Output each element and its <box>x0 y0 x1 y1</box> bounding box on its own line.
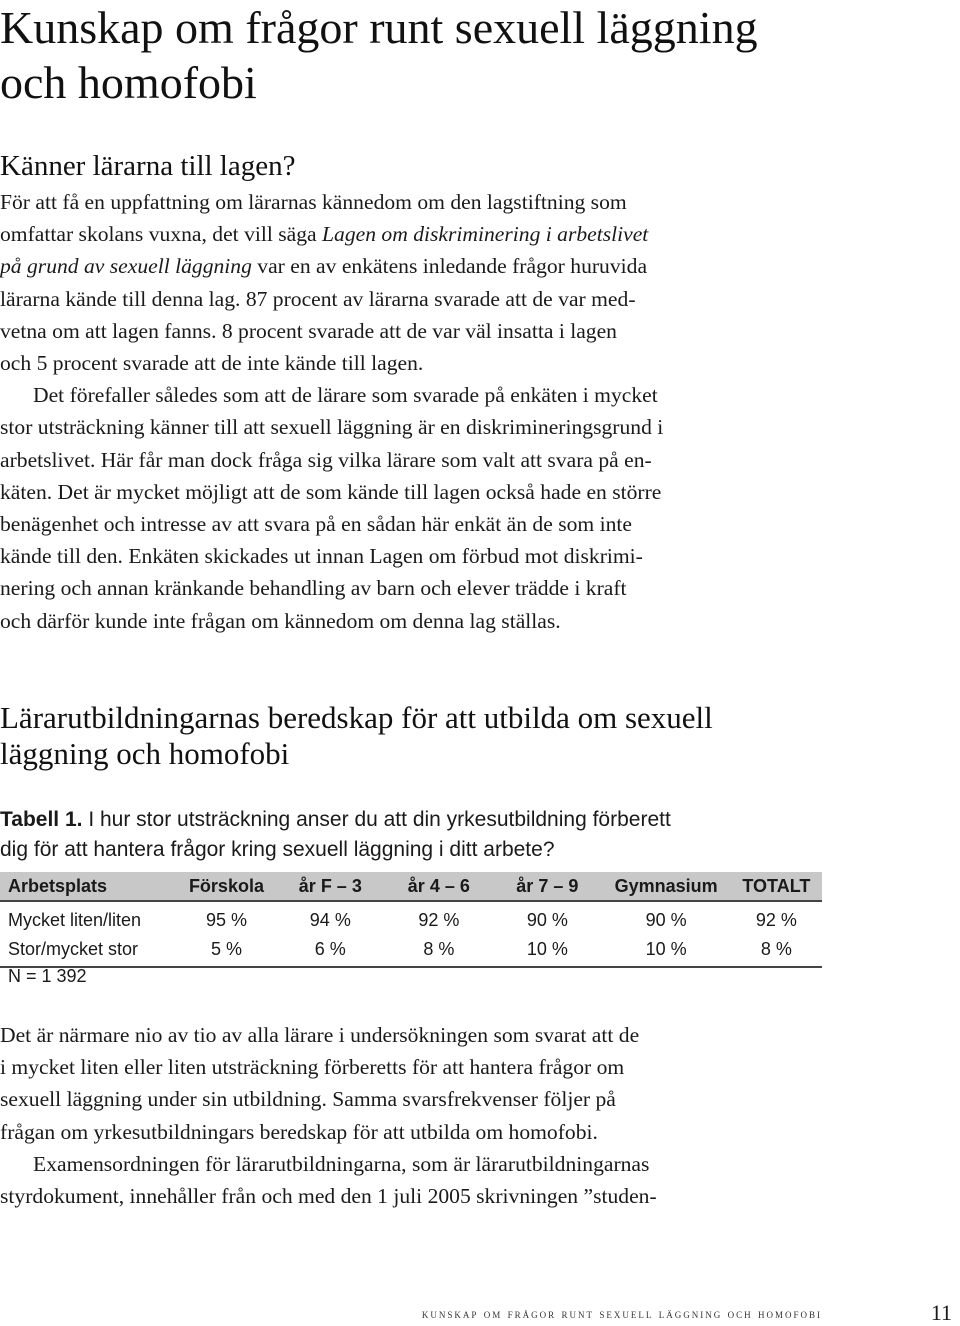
header-cell: år F – 3 <box>276 872 385 901</box>
section-heading-line-1: Lärarutbildningarnas beredskap för att utbilda om sexuell <box>0 700 713 735</box>
header-cell: Arbetsplats <box>0 872 177 901</box>
body-line <box>0 379 822 411</box>
chapter-title-line-1: Kunskap om frågor runt sexuell läggning <box>0 2 758 53</box>
survey-table <box>0 872 822 968</box>
table-cell: 10 % <box>493 935 602 967</box>
table-cell: 94 % <box>309 910 351 930</box>
body-line: styrdokument, innehåller från och med den 1 juli 2005 skrivningen ”studen- <box>0 1184 657 1209</box>
section1-body <box>0 186 822 637</box>
body-line: För att få en uppfattning om lärarnas kännedom om den lagstiftning som <box>0 190 627 214</box>
body-line <box>0 250 822 282</box>
section2-body <box>0 1019 822 1212</box>
table-cell: 90 % <box>645 910 687 930</box>
table-caption-text: I hur stor utsträckning anser du att din yrkesutbildning förberett <box>82 808 671 831</box>
table-cell: 10 % <box>602 935 731 967</box>
table-wrapper <box>0 872 822 968</box>
header-cell: år 4 – 6 <box>385 872 494 901</box>
table-row <box>0 901 822 935</box>
running-footer-title: kunskap om frågor runt sexuell läggning och homofobi <box>421 1306 822 1321</box>
law-title: Lagen om diskriminering i arbetslivet <box>322 222 649 247</box>
header-cell: TOTALT <box>731 872 822 901</box>
header-cell: Gymnasium <box>602 872 731 901</box>
table-cell: 8 % <box>385 935 494 967</box>
body-line <box>0 1148 822 1180</box>
table-cell: 92 % <box>418 910 460 930</box>
table-cell: 8 % <box>731 935 822 967</box>
table-cell: 5 % <box>177 935 276 967</box>
table-caption-label: Tabell 1. <box>0 808 83 831</box>
body-line-part: var en av enkätens inledande frågor huruvida <box>251 254 648 279</box>
row-label-cell: Stor/mycket stor <box>0 935 177 967</box>
table-cell: 92 % <box>755 910 797 930</box>
law-title-continued: på grund av sexuell läggning <box>0 254 252 279</box>
body-line: stor utsträckning känner till att sexuell läggning är en diskrimineringsgrund i <box>0 415 664 440</box>
sample-size-note: N = 1 392 <box>8 966 87 986</box>
body-line: nering och annan kränkande behandling av barn och elever trädde i kraft <box>0 576 627 601</box>
table-caption-text-2: dig för att hantera frågor kring sexuell läggning i ditt arbete? <box>0 838 555 861</box>
table-cell: 95 % <box>205 910 247 930</box>
body-line: i mycket liten eller liten utsträckning förberetts för att hantera frågor om <box>0 1055 625 1080</box>
table-header-row <box>0 872 822 901</box>
chapter-title <box>0 0 900 110</box>
body-line: käten. Det är mycket möjligt att de som kände till lagen också hade en större <box>0 479 662 504</box>
body-line: kände till den. Enkäten skickades ut innan Lagen om förbud mot diskrimi- <box>0 544 643 569</box>
chapter-title-line-2: och homofobi <box>0 57 257 108</box>
body-line: sexuell läggning under sin utbildning. Samma svarsfrekvenser följer på <box>0 1087 616 1112</box>
section-heading-lararutbildning <box>0 700 860 772</box>
section-heading-line-2: läggning och homofobi <box>0 736 290 771</box>
row-label-cell: Mycket liten/liten <box>8 910 142 930</box>
table-cell: 90 % <box>526 910 568 930</box>
body-line <box>0 218 822 250</box>
body-line-part: Det förefaller således som att de lärare som svarade på enkäten i mycket <box>33 383 658 408</box>
body-line: Det är närmare nio av tio av alla lärare i undersökningen som svarat att de <box>0 1023 640 1047</box>
header-cell: Förskola <box>177 872 276 901</box>
body-line-part: Examensordningen för lärarutbildningarna, som är lärarutbildningarnas <box>33 1151 650 1176</box>
header-cell: år 7 – 9 <box>493 872 602 901</box>
body-line: frågan om yrkesutbildningars beredskap för att utbilda om homofobi. <box>0 1119 598 1144</box>
body-line-part: omfattar skolans vuxna, det vill säga <box>0 222 323 247</box>
page-number: 11 <box>930 1300 952 1325</box>
body-line: och därför kunde inte frågan om kännedom om denna lag ställas. <box>0 608 561 633</box>
body-line: vetna om att lagen fanns. 8 procent svarade att de var väl insatta i lagen <box>0 318 617 343</box>
table-caption <box>0 805 830 865</box>
table-row <box>0 935 822 967</box>
table-cell: 6 % <box>276 935 385 967</box>
section-heading-kanner: Känner lärarna till lagen? <box>0 150 296 182</box>
body-line: och 5 procent svarade att de inte kände till lagen. <box>0 351 424 376</box>
body-line: arbetslivet. Här får man dock fråga sig vilka lärare som valt att svara på en- <box>0 447 652 472</box>
body-line: benägenhet och intresse av att svara på en sådan här enkät än de som inte <box>0 512 632 537</box>
body-line: lärarna kände till denna lag. 87 procent av lärarna svarade att de var med- <box>0 286 636 311</box>
